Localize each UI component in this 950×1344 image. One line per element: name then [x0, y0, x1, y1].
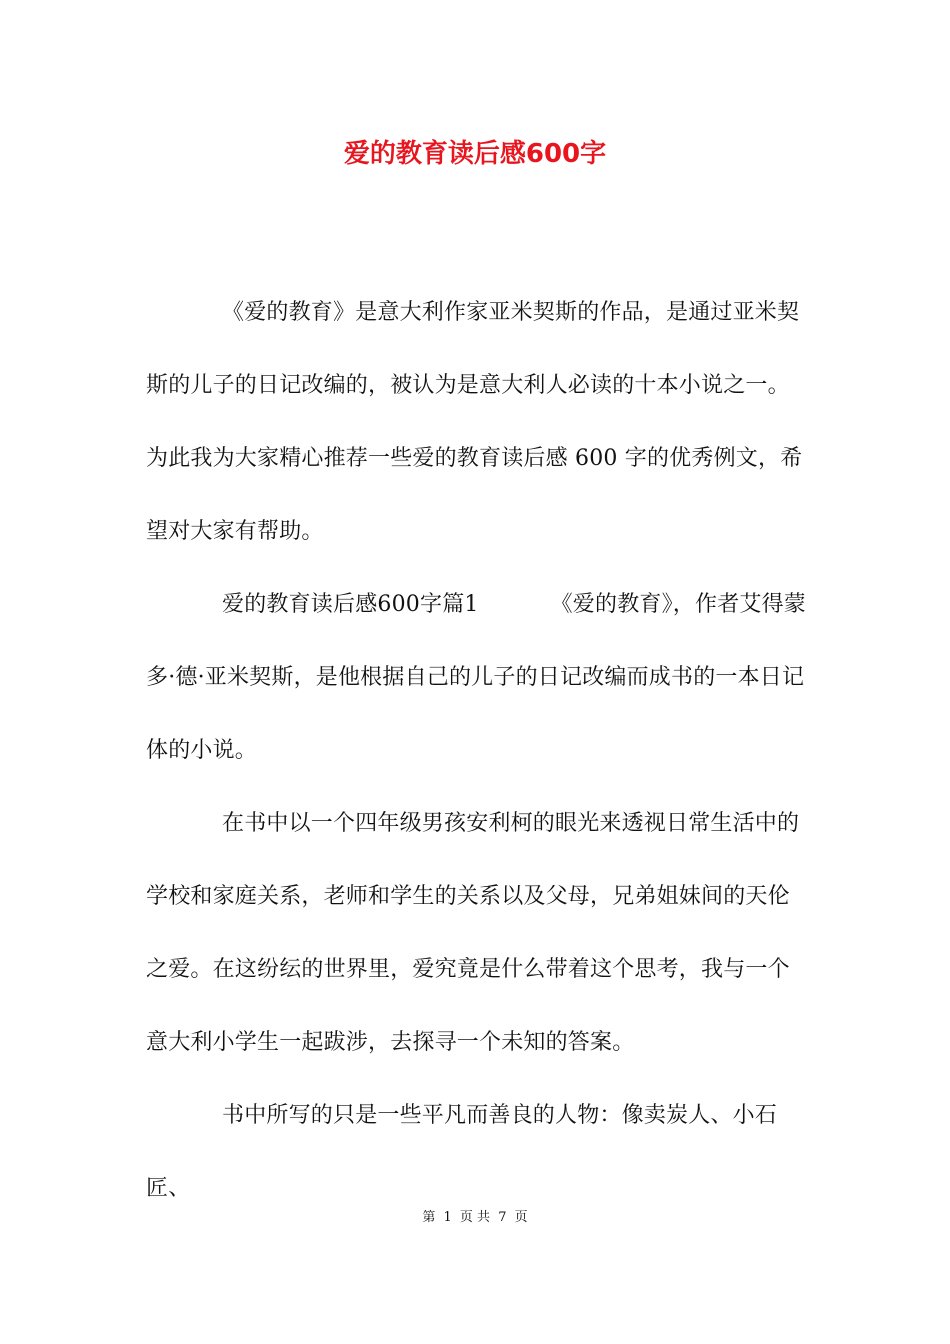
- footer-total-pages: 7: [498, 1210, 507, 1225]
- paragraph-section-1: [146, 568, 806, 787]
- document-body: [146, 276, 806, 1225]
- footer-middle: 页 共: [459, 1210, 491, 1225]
- section-heading: 爱的教育读后感600字篇1: [222, 592, 479, 617]
- document-title: 爱的教育读后感600字: [343, 139, 607, 169]
- footer-prefix: 第: [422, 1210, 436, 1225]
- page-footer: [0, 1208, 950, 1228]
- footer-suffix: 页: [514, 1210, 528, 1225]
- footer-current-page: 1: [443, 1210, 452, 1225]
- paragraph-section-1-text: 《爱的教育》，作者艾得蒙多·德·亚米契斯，是他根据自己的儿子的日记改编而成书的一本日记体的小说。: [146, 592, 806, 763]
- paragraph-characters: 书中所写的只是一些平凡而善良的人物：像卖炭人、小石匠、: [146, 1103, 778, 1201]
- paragraph-intro: 《爱的教育》是意大利作家亚米契斯的作品，是通过亚米契斯的儿子的日记改编的，被认为是意大利人必读的十本小说之一。为此我为大家精心推荐一些爱的教育读后感 600 字的优秀例文，希望对大家有帮助。: [146, 300, 803, 544]
- paragraph-story: 在书中以一个四年级男孩安利柯的眼光来透视日常生活中的学校和家庭关系，老师和学生的关系以及父母，兄弟姐妹间的天伦之爱。在这纷纭的世界里，爱究竟是什么带着这个思考，我与一个意大利小学生一起跋涉，去探寻一个未知的答案。: [146, 811, 800, 1055]
